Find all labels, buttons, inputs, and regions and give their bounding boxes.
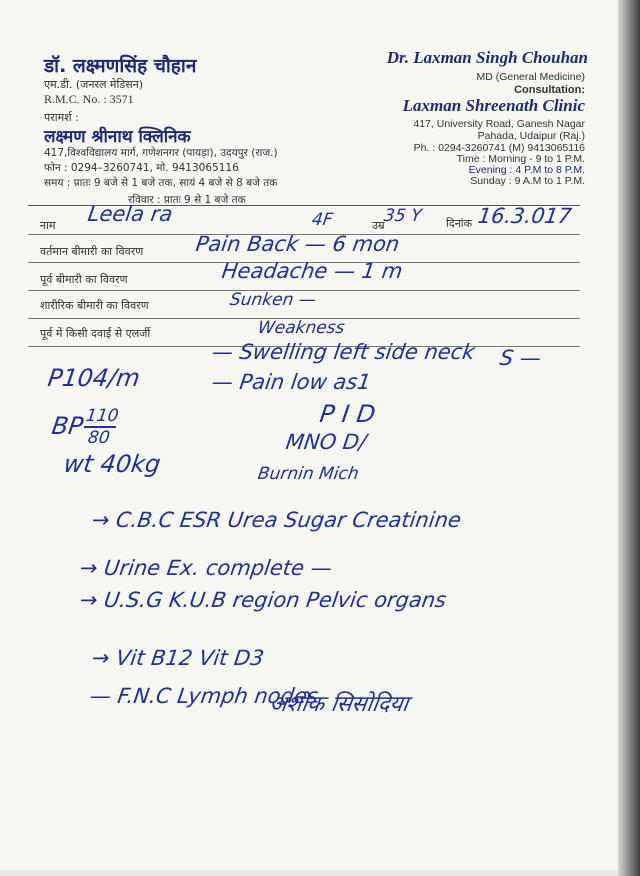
- note-swelling: — Swelling left side neck: [210, 340, 477, 364]
- doctor-signature: अशोक सिसोदिया: [268, 692, 410, 717]
- note-swelling-suffix: S —: [498, 346, 543, 370]
- sunday-hindi: रविवार : प्रातः 9 से 1 बजे तक: [128, 194, 246, 206]
- burning-hand: Burnin Mich: [256, 464, 361, 484]
- scan-edge-shadow: [618, 0, 640, 876]
- phone-hindi: फोन : 0294–3260741, मो. 9413065116: [44, 162, 239, 174]
- name-label: नाम: [40, 219, 56, 232]
- doctor-name-hindi: डॉ. लक्ष्मणसिंह चौहान: [44, 55, 197, 77]
- patient-age-hand: 35 Y: [382, 206, 423, 226]
- note-pain-low: — Pain low as1: [210, 370, 373, 394]
- test-line-4: → Vit B12 Vit D3: [90, 646, 266, 670]
- timing-hindi: समय : प्रातः 9 बजे से 1 बजे तक, सायं 4 बजे से 8 बजे तक: [44, 177, 278, 189]
- test-line-2: → Urine Ex. complete —: [78, 556, 334, 580]
- allergy-label: पूर्व में किसी दवाई से एलर्जी: [40, 327, 151, 340]
- physical-illness-label: शारीरिक बीमारी का विवरण: [40, 299, 149, 312]
- bp-prefix-hand: BP: [50, 412, 85, 440]
- time-morning: Time : Morning - 9 to 1 P.M.: [456, 153, 585, 165]
- bp-diastolic-hand: 80: [86, 428, 112, 448]
- patient-sex-hand: 4F: [310, 210, 335, 230]
- doctor-name-english: Dr. Laxman Singh Chouhan: [386, 48, 588, 67]
- clinic-name-hindi: लक्ष्मण श्रीनाथ क्लिनिक: [44, 127, 191, 147]
- present-illness-hand: Pain Back — 6 mon: [194, 232, 402, 256]
- date-label: दिनांक: [446, 217, 473, 230]
- test-line-5: — F.N.C Lymph nodes: [88, 684, 320, 708]
- address-line2: Pahada, Udaipur (Raj.): [477, 130, 585, 142]
- address-hindi: 417,विश्वविद्यालय मार्ग, गणेशनगर (पायड़ा), उदयपुर (राज.): [44, 147, 278, 159]
- degree-hindi: एम.डी. (जनरल मेडिसन): [44, 78, 144, 91]
- age-label: उम्र: [372, 219, 385, 232]
- consult-label-hindi: परामर्श :: [44, 111, 79, 124]
- weight-hand: wt 40kg: [62, 450, 163, 478]
- time-evening: Evening : 4 P.M to 8 P.M.: [468, 164, 585, 176]
- consultation-label: Consultation:: [514, 84, 585, 96]
- test-line-3: → U.S.G K.U.B region Pelvic organs: [78, 588, 448, 612]
- pid-hand: P I D: [318, 400, 378, 428]
- clinic-name-english: Laxman Shreenath Clinic: [402, 96, 585, 115]
- phone-english: Ph. : 0294-3260741 (M) 9413065116: [413, 142, 585, 154]
- patient-name-hand: Leela ra: [86, 202, 175, 226]
- time-sunday: Sunday : 9 A.M to 1 P.M.: [470, 175, 585, 187]
- test-line-1: → C.B.C ESR Urea Sugar Creatinine: [90, 508, 463, 532]
- present-illness-label: वर्तमान बीमारी का विवरण: [40, 245, 144, 258]
- past-illness-label: पूर्व बीमारी का विवरण: [40, 273, 128, 286]
- physical-illness-hand: Sunken —: [228, 290, 318, 310]
- past-illness-hand: Headache — 1 m: [220, 259, 405, 283]
- mno-hand: MNO D/: [284, 430, 368, 454]
- pulse-hand: P104/m: [46, 364, 142, 392]
- allergy-hand: Weakness: [256, 318, 346, 338]
- rmc-number: R.M.C. No. : 3571: [44, 92, 134, 106]
- degree-english: MD (General Medicine): [476, 71, 585, 83]
- visit-date-hand: 16.3.017: [476, 204, 574, 228]
- bp-systolic-hand: 110: [84, 406, 120, 426]
- address-line1: 417, University Road, Ganesh Nagar: [413, 118, 585, 130]
